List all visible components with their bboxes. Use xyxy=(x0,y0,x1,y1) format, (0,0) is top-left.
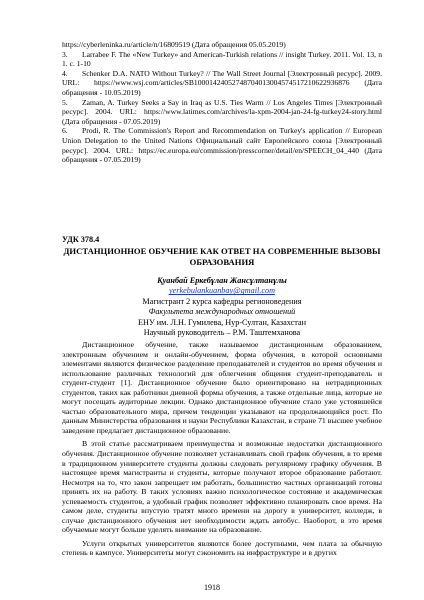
article-title: ДИСТАНЦИОННОЕ ОБУЧЕНИЕ КАК ОТВЕТ НА СОВРЕМЕННЫЕ ВЫЗОВЫ ОБРАЗОВАНИЯ xyxy=(63,246,381,267)
author-supervisor: Научный руководитель – Р.М. Таштемханова xyxy=(143,328,301,338)
body-paragraph: Дистанционное обучение, также называемое дистанционным образованием, электронным обучением и онлайн-обучением, форма обучения, в которой основными элементами являются физическое разделение преподавателей и студентов во время обучения и использование различных технологий для облегчения общения студент-преподаватель и студент-студент [1]. Дистанционное обучение было ориентировано на нетрадиционных студентов, таких как работники дневной формы обучения, а также отдельные лица, которые не могут посещать аудиторные лекции. Однако дистанционное обучение стало уже устоявшейся частью образовательного мира, причем тенденции указывают на продолжающийся рост. По данным Министерства образования и науки Республики Казахстан, в стране 71 высшее учебное заведение предлагает дистанционное образование. xyxy=(62,340,382,435)
reference-number: 3. xyxy=(62,49,68,59)
reference-number: 5. xyxy=(62,97,68,107)
page-number: 1918 xyxy=(204,583,220,592)
reference-number: 6. xyxy=(62,126,68,136)
author-university: ЕНУ им. Л.Н. Гумилева, Нур-Султан, Казахстан xyxy=(138,317,306,327)
author-degree: Магистрант 2 курса кафедры регионоведения xyxy=(142,296,302,306)
reference-item xyxy=(62,40,382,50)
body-paragraph: Услуги открытых университетов являются более доступными, чем плата за обычную степень в кампусе. Университеты могут сэкономить на инфраструктуре и в других xyxy=(62,538,382,558)
reference-text: Schenker D.A. NATO Without Turkey? // The Wall Street Journal [Электронный ресурс]. 2009. URL: https://www.wsj.com/articles/SB100014240527487040130045745172106229368​76 (Дата обращения - 10.05.2019) xyxy=(62,68,382,97)
author-block xyxy=(62,276,382,338)
body-paragraph: В этой статье рассматриваем преимущества и возможные недостатки дистанционного обучения. Дистанционное обучение позволяет устанавливать свой график обучения, в то время в традиционном университете студенты должны следовать регулярному графику обучения. В настоящее время магистранты и студенты, которые получают второе образование работают. Несмотря на то, что закон запрещает им работать, большинство частных организаций готовы принять их на работу. В таких условиях важно психологическое состояние и академическая успеваемость студентов, а удобный график позволяет эффективно планировать свое время. На самом деле, студенты впустую тратят много времени на дорогу в университет, колледж, в случае дистанционного обучения нет необходимости ждать автобус. Наоборот, в это время обучаемые могут больше уделять внимание на образование. xyxy=(62,439,382,535)
reference-item xyxy=(62,50,382,69)
author-name: Қуанбай Еркебұлан Жансұлтанұлы xyxy=(157,276,287,285)
reference-text: Zaman, A. Turkey Seeks a Say in Iraq as U.S. Ties Warm // Los Angeles Times [Электронный ресурс]. 2004. URL: https://www.latimes.com/archives/la-xpm-2004-jan-24-fg-turkey24-story.html (Дата обращения - 07.05.2019) xyxy=(62,97,382,126)
reference-number: 4. xyxy=(62,68,68,78)
reference-list xyxy=(62,40,382,165)
reference-item xyxy=(62,126,382,164)
author-faculty: Факультета международных отношений xyxy=(148,307,296,317)
udk-code: УДК 378.4 xyxy=(62,235,100,244)
reference-text: Prodi, R. The Commission's Report and Recommendation on Turkey's application // European Union Delegation to the United Nations Официальный сайт Европейского союза [Электронный ресурс]. 2004. URL: https://ec.europa.eu/commission/presscorner/detail/en/SPEECH_04_440 (Дата обращения - 07.05.2019) xyxy=(62,126,382,165)
reference-item xyxy=(62,69,382,98)
author-email-link[interactable]: yerkebulankuanbay@gmail.com xyxy=(169,286,275,296)
reference-text: https://cyberleninka.ru/article/n/16809519 (Дата обращения 05.05.2019) xyxy=(62,40,286,49)
reference-item xyxy=(62,98,382,127)
article-body xyxy=(62,340,382,562)
reference-text: Larrabee F. The «New Turkey» and American-Turkish relations // insight Turkey. 2011. Vol. 13, n 1. c. 1-10 xyxy=(62,49,382,69)
